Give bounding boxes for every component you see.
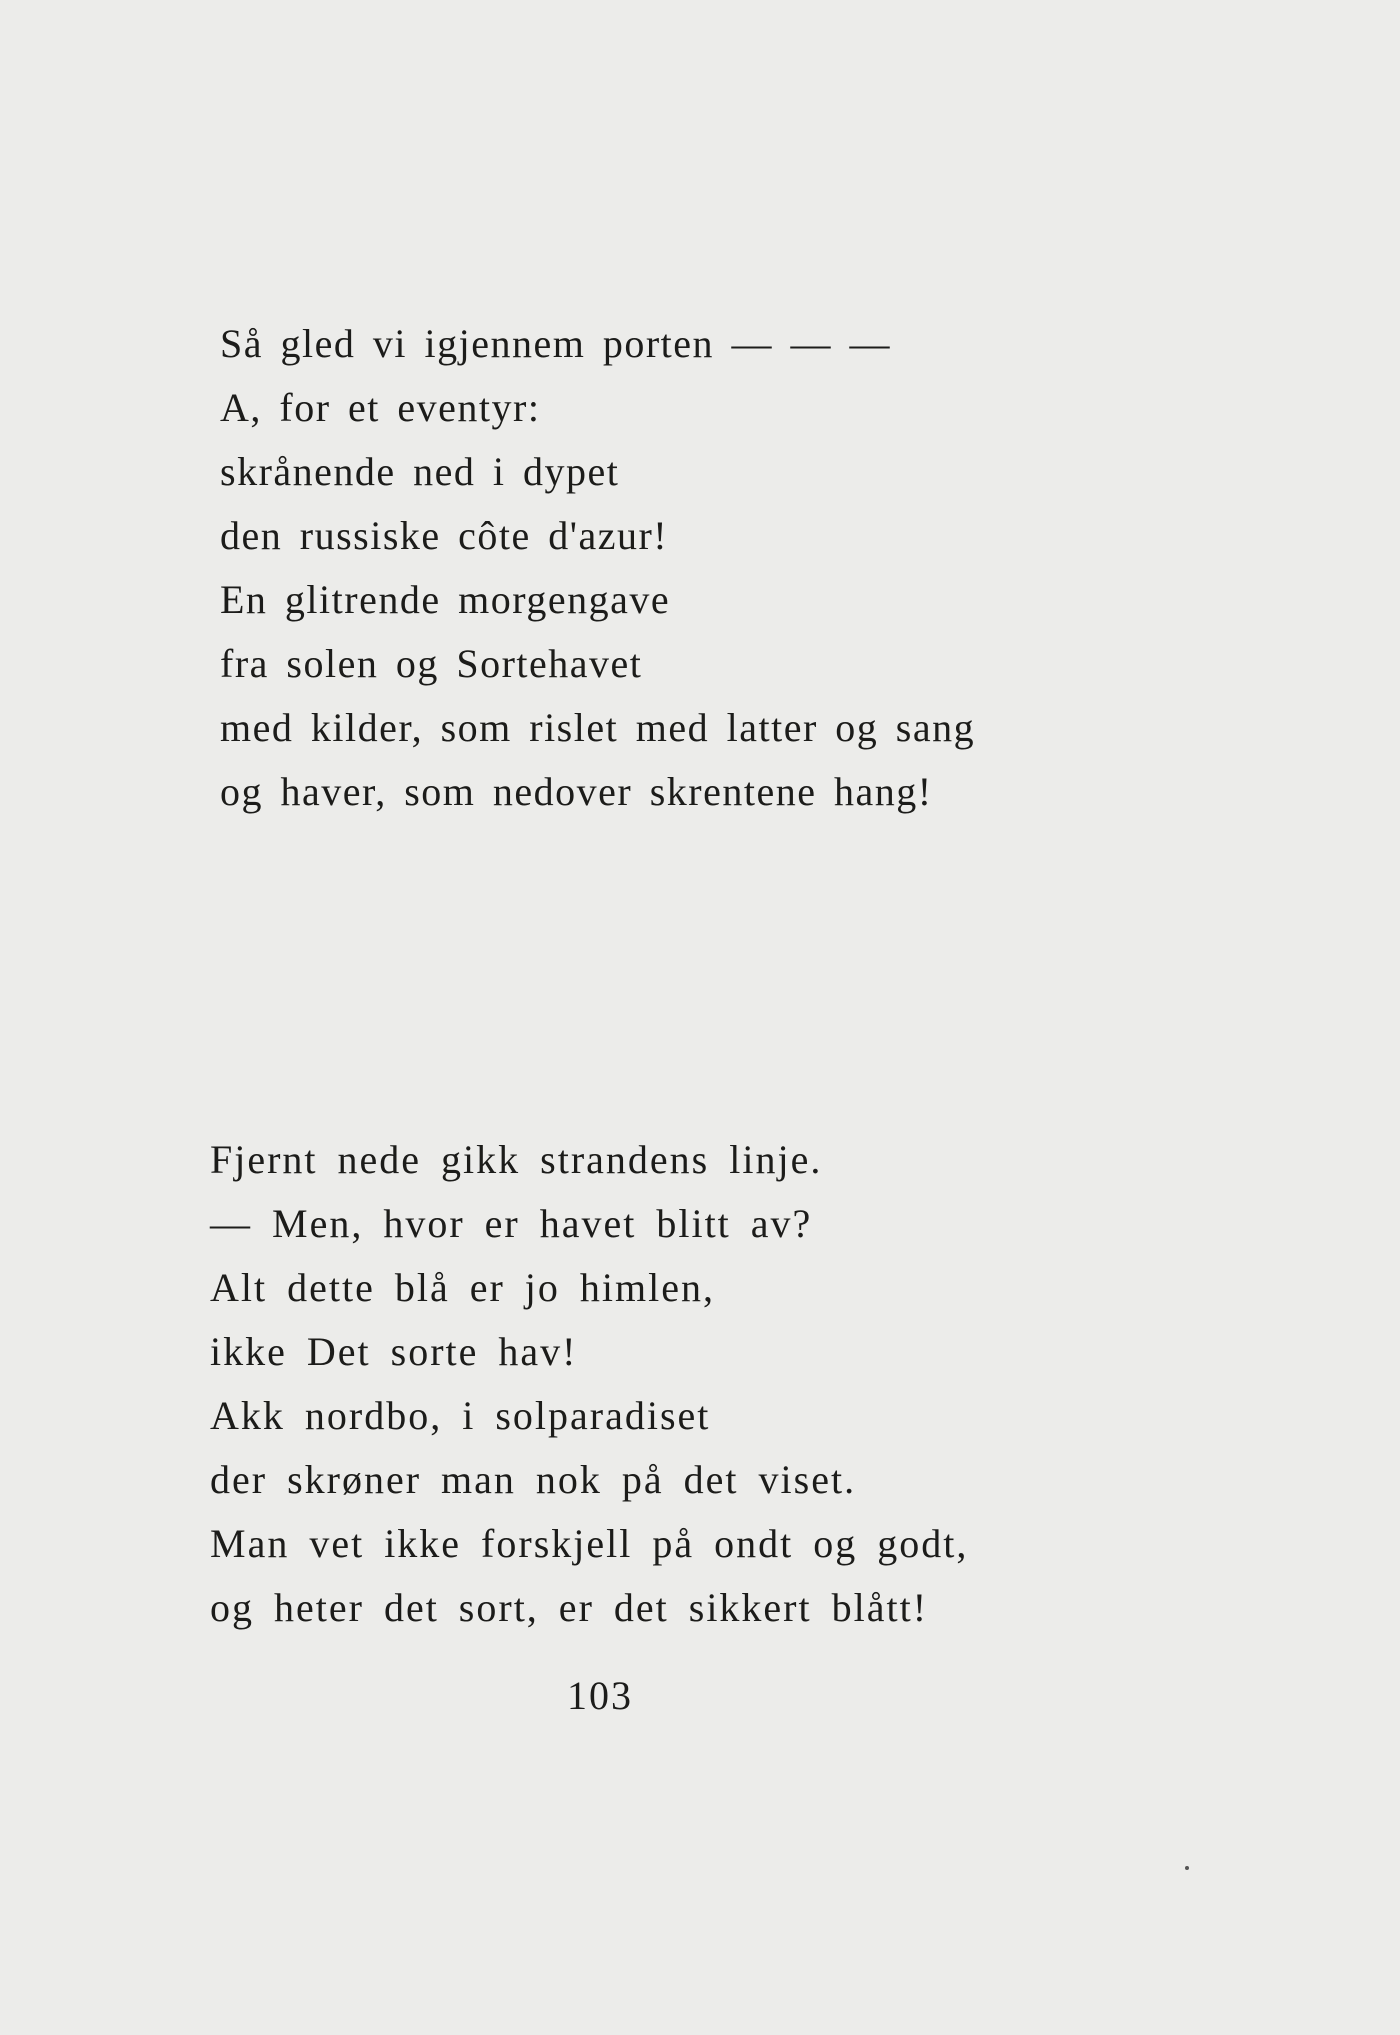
poem-line: og heter det sort, er det sikkert blått! bbox=[210, 1585, 929, 1630]
poem-line: den russiske côte d'azur! bbox=[220, 513, 669, 558]
poem-line: ikke Det sorte hav! bbox=[210, 1329, 578, 1374]
poem-line: — Men, hvor er havet blitt av? bbox=[210, 1201, 813, 1246]
poem-line: Man vet ikke forskjell på ondt og godt, bbox=[210, 1521, 969, 1566]
poem-line: med kilder, som rislet med latter og sang bbox=[220, 705, 976, 750]
print-speck bbox=[1185, 1866, 1189, 1870]
poem-line: En glitrende morgengave bbox=[220, 577, 671, 622]
poem-stanza-2 bbox=[210, 1128, 968, 1640]
poem-line: Så gled vi igjennem porten — — — bbox=[220, 321, 892, 366]
poem-line: skrånende ned i dypet bbox=[220, 449, 620, 494]
poem-line: Akk nordbo, i solparadiset bbox=[210, 1393, 711, 1438]
poem-line: og haver, som nedover skrentene hang! bbox=[220, 769, 933, 814]
poem-line: Fjernt nede gikk strandens linje. bbox=[210, 1137, 823, 1182]
poem-line: der skrøner man nok på det viset. bbox=[210, 1457, 857, 1502]
page-number: 103 bbox=[567, 1673, 633, 1718]
poem-line: A, for et eventyr: bbox=[220, 385, 541, 430]
poem-line: Alt dette blå er jo himlen, bbox=[210, 1265, 715, 1310]
poem-line: fra solen og Sortehavet bbox=[220, 641, 643, 686]
poem-stanza-1 bbox=[220, 312, 975, 824]
